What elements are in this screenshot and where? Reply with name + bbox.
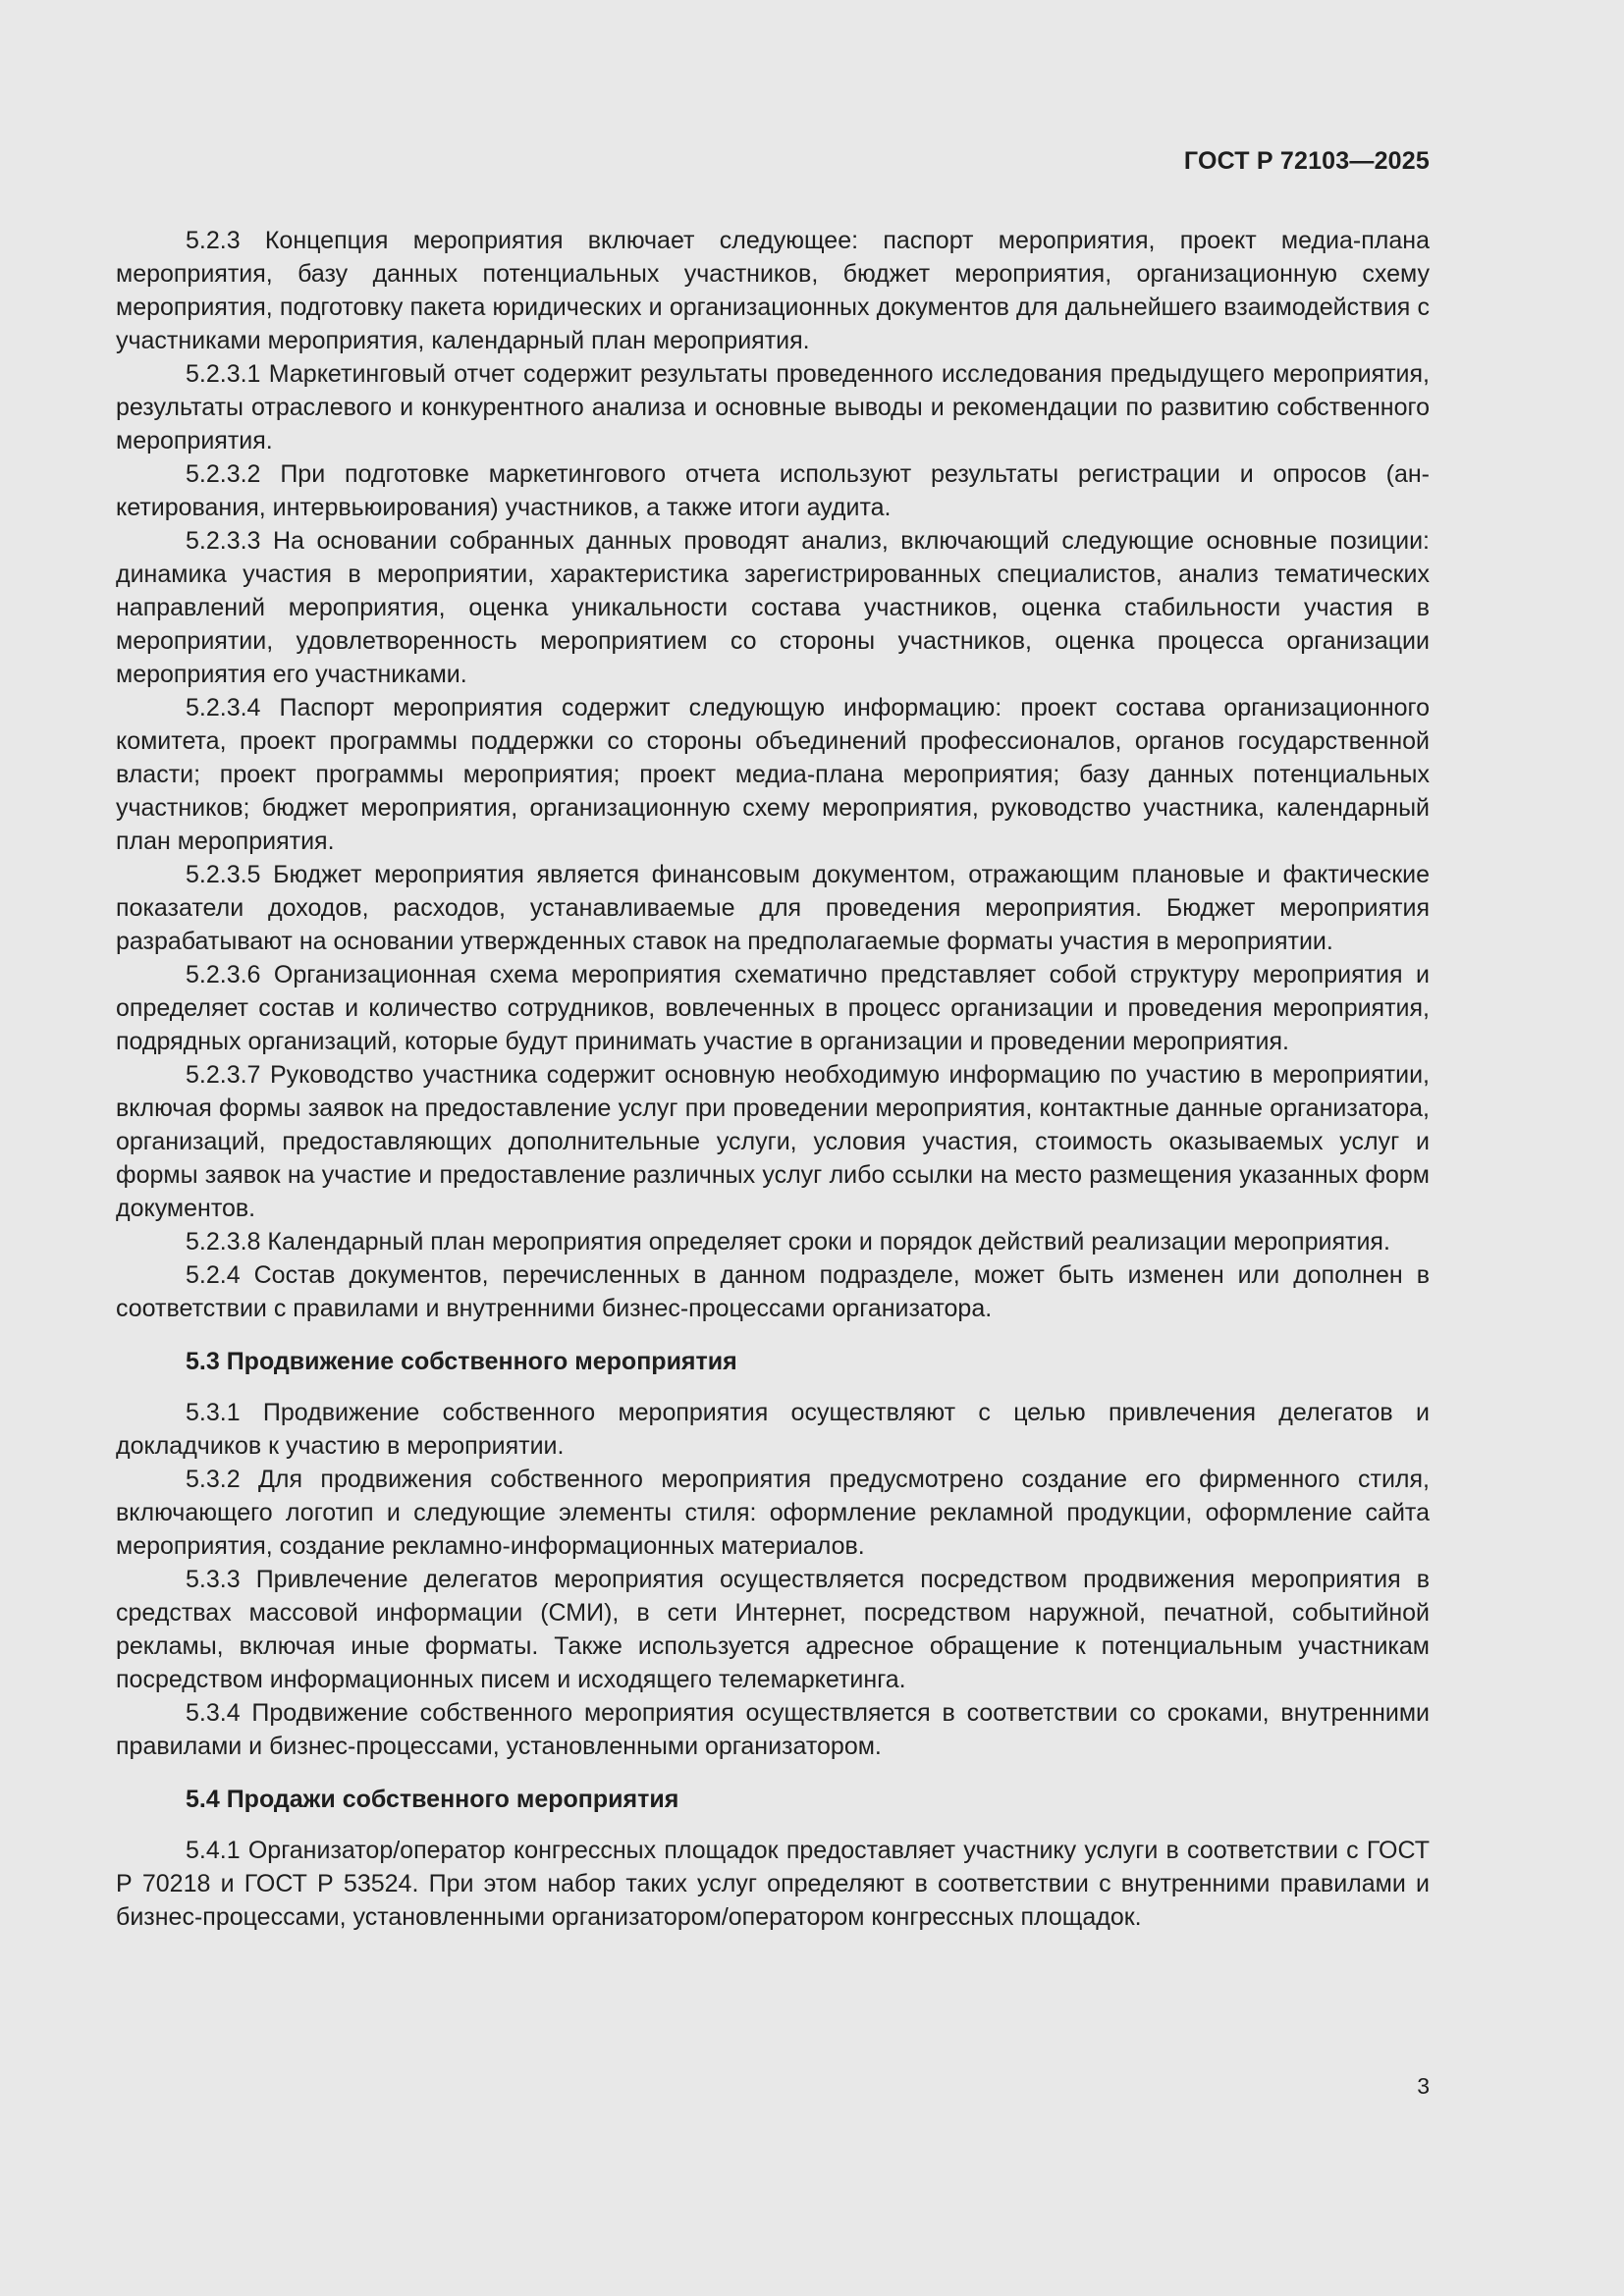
paragraph-5-2-3-1: 5.2.3.1 Маркетинговый отчет содержит результаты проведенного исследования предыдущего мероприятия, результаты отраслевого и конкурентного анализа и основные выводы и рекомендации по развитию собственного мероприятия.	[116, 360, 1430, 454]
paragraph-5-2-3-4: 5.2.3.4 Паспорт мероприятия содержит следующую информацию: проект состава организационного комитета, проект программы поддержки со стороны объединений профессионалов, органов государственной власти; проект программы мероприятия; проект медиа-плана мероприятия; базу данных потенциальных участников; бюджет мероприятия, организационную схему мероприятия, руководство участника, календарный план мероприятия.	[116, 694, 1430, 855]
paragraph-5-2-3-8: 5.2.3.8 Календарный план мероприятия определяет сроки и порядок действий реализации мероприятия.	[186, 1228, 1390, 1255]
paragraph-5-2-3-2: 5.2.3.2 При подготовке маркетингового отчета используют результаты регистрации и опросов (анкетирования, интервьюирования) участников, а также итоги аудита.	[116, 460, 1430, 521]
paragraph-5-4-1: 5.4.1 Организатор/оператор конгрессных площадок предоставляет участнику услуги в соответствии с ГОСТ Р 70218 и ГОСТ Р 53524. При этом набор таких услуг определяют в соответствии с внутренними правилами и бизнес-процессами, установленными организатором/оператором конгрессных площадок.	[116, 1837, 1430, 1931]
paragraph-5-2-3-3: 5.2.3.3 На основании собранных данных проводят анализ, включающий следующие основные позиции: динамика участия в мероприятии, характеристика зарегистрированных специалистов, анализ тематических направлений мероприятия, оценка уникальности состава участников, оценка стабильности участия в мероприятии, удовлетворенность мероприятием со стороны участников, оценка процесса организации мероприятия его участниками.	[116, 527, 1430, 688]
section-heading-5-4: 5.4 Продажи собственного мероприятия	[186, 1786, 679, 1813]
paragraph-5-2-3-7: 5.2.3.7 Руководство участника содержит основную необходимую информацию по участию в мероприятии, включая формы заявок на предоставление услуг при проведении мероприятия, контактные данные организатора, организаций, предоставляющих дополнительные услуги, условия участия, стоимость оказываемых услуг и формы заявок на участие и предоставление различных услуг либо ссылки на место размещения указанных форм документов.	[116, 1061, 1430, 1222]
paragraph-5-2-3-5: 5.2.3.5 Бюджет мероприятия является финансовым документом, отражающим плановые и фактические показатели доходов, расходов, устанавливаемые для проведения мероприятия. Бюджет мероприятия разрабатывают на основании утвержденных ставок на предполагаемые форматы участия в мероприятии.	[116, 861, 1430, 955]
page-number: 3	[1417, 2073, 1430, 2099]
paragraph-5-3-1: 5.3.1 Продвижение собственного мероприятия осуществляют с целью привлечения делегатов и докладчиков к участию в мероприятии.	[116, 1399, 1430, 1460]
paragraph-5-2-3-6: 5.2.3.6 Организационная схема мероприятия схематично представляет собой структуру мероприятия и определяет состав и количество сотрудников, вовлеченных в процесс организации и проведения мероприятия, подрядных организаций, которые будут принимать участие в организации и проведении мероприятия.	[116, 961, 1430, 1055]
paragraph-5-3-3: 5.3.3 Привлечение делегатов мероприятия осуществляется посредством продвижения мероприятия в средствах массовой информации (СМИ), в сети Интернет, посредством наружной, печатной, событийной рекламы, включая иные форматы. Также используется адресное обращение к потенциальным участникам посредством информационных писем и исходящего телемаркетинга.	[116, 1566, 1430, 1693]
document-body	[116, 224, 1430, 1934]
paragraph-5-2-3: 5.2.3 Концепция мероприятия включает следующее: паспорт мероприятия, проект медиа-плана мероприятия, базу данных потенциальных участников, бюджет мероприятия, организационную схему мероприятия, подготовку пакета юридических и организационных документов для дальнейшего взаимодействия с участниками мероприятия, календарный план мероприятия.	[116, 227, 1430, 354]
paragraph-5-3-2: 5.3.2 Для продвижения собственного мероприятия предусмотрено создание его фирменного стиля, включающего логотип и следующие элементы стиля: оформление рекламной продукции, оформление сайта мероприятия, создание рекламно-информационных материалов.	[116, 1466, 1430, 1560]
paragraph-5-3-4: 5.3.4 Продвижение собственного мероприятия осуществляется в соответствии со сроками, внутренними правилами и бизнес-процессами, установленными организатором.	[116, 1699, 1430, 1760]
standard-id-header: ГОСТ Р 72103—2025	[1183, 147, 1430, 175]
section-heading-5-3: 5.3 Продвижение собственного мероприятия	[186, 1348, 737, 1375]
paragraph-5-2-4: 5.2.4 Состав документов, перечисленных в данном подразделе, может быть изменен или дополнен в соответствии с правилами и внутренними бизнес-процессами организатора.	[116, 1261, 1430, 1322]
